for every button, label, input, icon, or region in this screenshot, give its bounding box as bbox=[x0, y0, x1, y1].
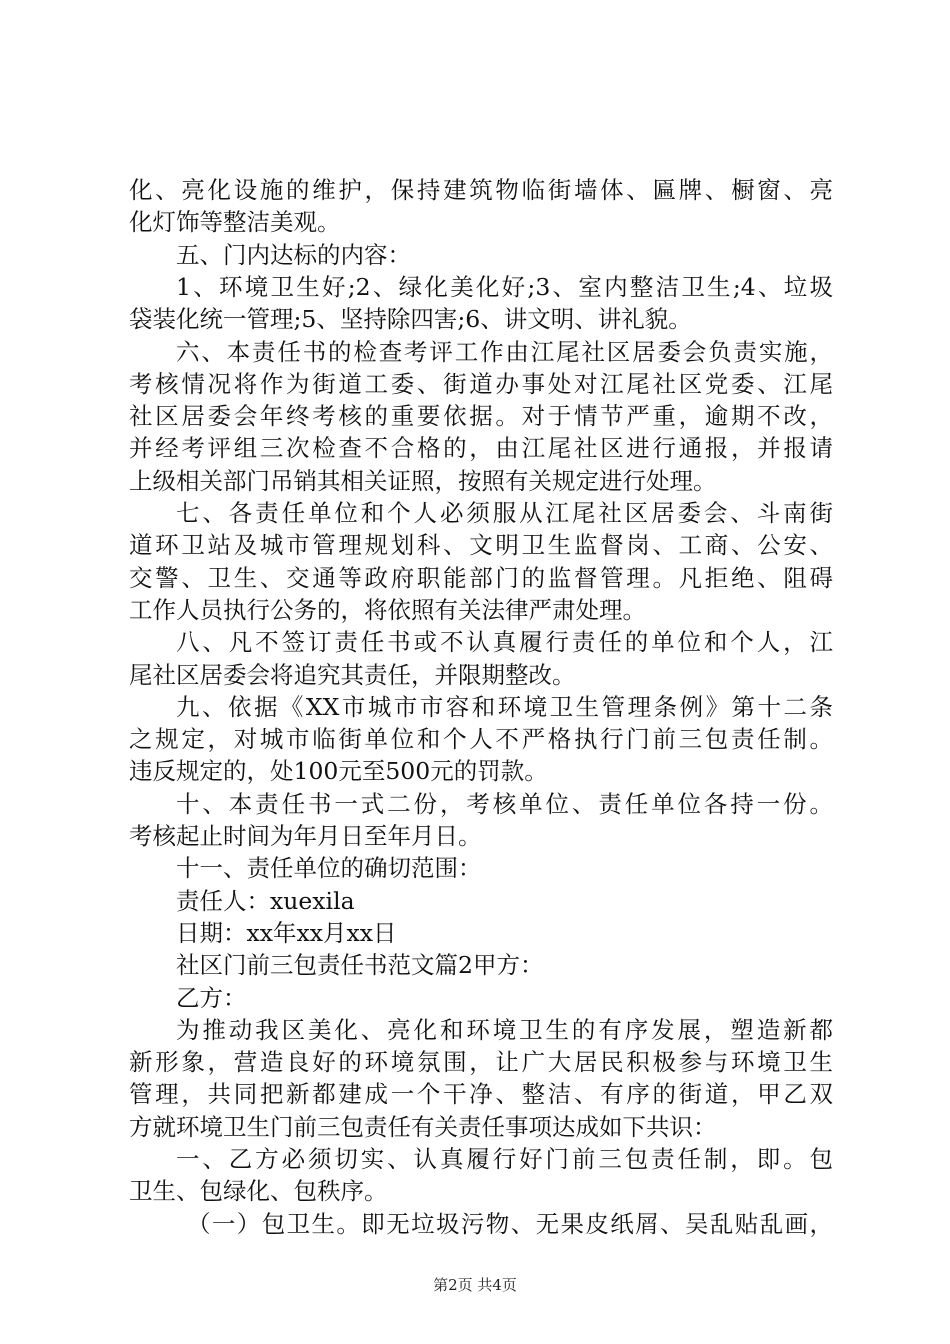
text-line: 化灯饰等整洁美观。 bbox=[129, 208, 341, 237]
text-line: 道环卫站及城市管理规划科、文明卫生监督岗、工商、公安、 bbox=[129, 531, 833, 560]
text-line: 责任人：xuexila bbox=[176, 886, 355, 915]
text-line: 卫生、包绿化、包秩序。 bbox=[129, 1177, 388, 1206]
text-line: 考核情况将作为街道工委、街道办事处对江尾社区党委、江尾 bbox=[129, 369, 833, 398]
text-line: 之规定，对城市临街单位和个人不严格执行门前三包责任制。 bbox=[129, 725, 833, 754]
text-line: 尾社区居委会将追究其责任，并限期整改。 bbox=[129, 660, 576, 689]
page-footer: 第2页 共4页 bbox=[433, 1276, 517, 1294]
text-line: 化、亮化设施的维护，保持建筑物临街墙体、匾牌、橱窗、亮 bbox=[129, 176, 833, 204]
text-line: 袋装化统一管理;5、坚持除四害;6、讲文明、讲礼貌。 bbox=[129, 305, 692, 334]
text-line: 交警、卫生、交通等政府职能部门的监督管理。凡拒绝、阻碍 bbox=[129, 563, 833, 592]
text-line: 十一、责任单位的确切范围： bbox=[176, 854, 482, 883]
text-line: 违反规定的，处100元至500元的罚款。 bbox=[129, 757, 548, 786]
text-line: 上级相关部门吊销其相关证照，按照有关规定进行处理。 bbox=[129, 466, 717, 495]
text-line: 日期：xx年xx月xx日 bbox=[176, 918, 397, 947]
text-line: 并经考评组三次检查不合格的，由江尾社区进行通报，并报请 bbox=[129, 434, 833, 463]
text-line: （一）包卫生。即无垃圾污物、无果皮纸屑、吴乱贴乱画， bbox=[187, 1209, 833, 1238]
text-line: 工作人员执行公务的，将依照有关法律严肃处理。 bbox=[129, 595, 646, 624]
text-line: 社区居委会年终考核的重要依据。对于情节严重，逾期不改， bbox=[129, 402, 833, 431]
text-line: 七、各责任单位和个人必须服从江尾社区居委会、斗南街 bbox=[176, 499, 833, 527]
text-line: 乙方： bbox=[176, 983, 247, 1012]
text-line: 为推动我区美化、亮化和环境卫生的有序发展，塑造新都 bbox=[176, 1015, 833, 1044]
text-line: 一、乙方必须切实、认真履行好门前三包责任制，即。包 bbox=[176, 1145, 833, 1173]
text-line: 考核起止时间为年月日至年月日。 bbox=[129, 822, 482, 850]
text-line: 五、门内达标的内容： bbox=[176, 240, 411, 269]
text-line: 十、本责任书一式二份，考核单位、责任单位各持一份。 bbox=[176, 789, 833, 818]
text-line: 社区门前三包责任书范文篇2甲方： bbox=[176, 951, 544, 980]
text-line: 1、环境卫生好;2、绿化美化好;3、室内整洁卫生;4、垃圾 bbox=[176, 272, 833, 301]
text-line: 新形象，营造良好的环境氛围，让广大居民积极参与环境卫生 bbox=[129, 1048, 833, 1077]
text-line: 方就环境卫生门前三包责任有关责任事项达成如下共识： bbox=[129, 1112, 717, 1141]
text-line: 九、依据《XX市城市市容和环境卫生管理条例》第十二条 bbox=[176, 692, 833, 721]
text-line: 管理，共同把新都建成一个干净、整洁、有序的街道，甲乙双 bbox=[129, 1080, 833, 1109]
text-line: 六、本责任书的检查考评工作由江尾社区居委会负责实施， bbox=[176, 337, 833, 366]
text-line: 八、凡不签订责任书或不认真履行责任的单位和个人，江 bbox=[176, 628, 833, 657]
